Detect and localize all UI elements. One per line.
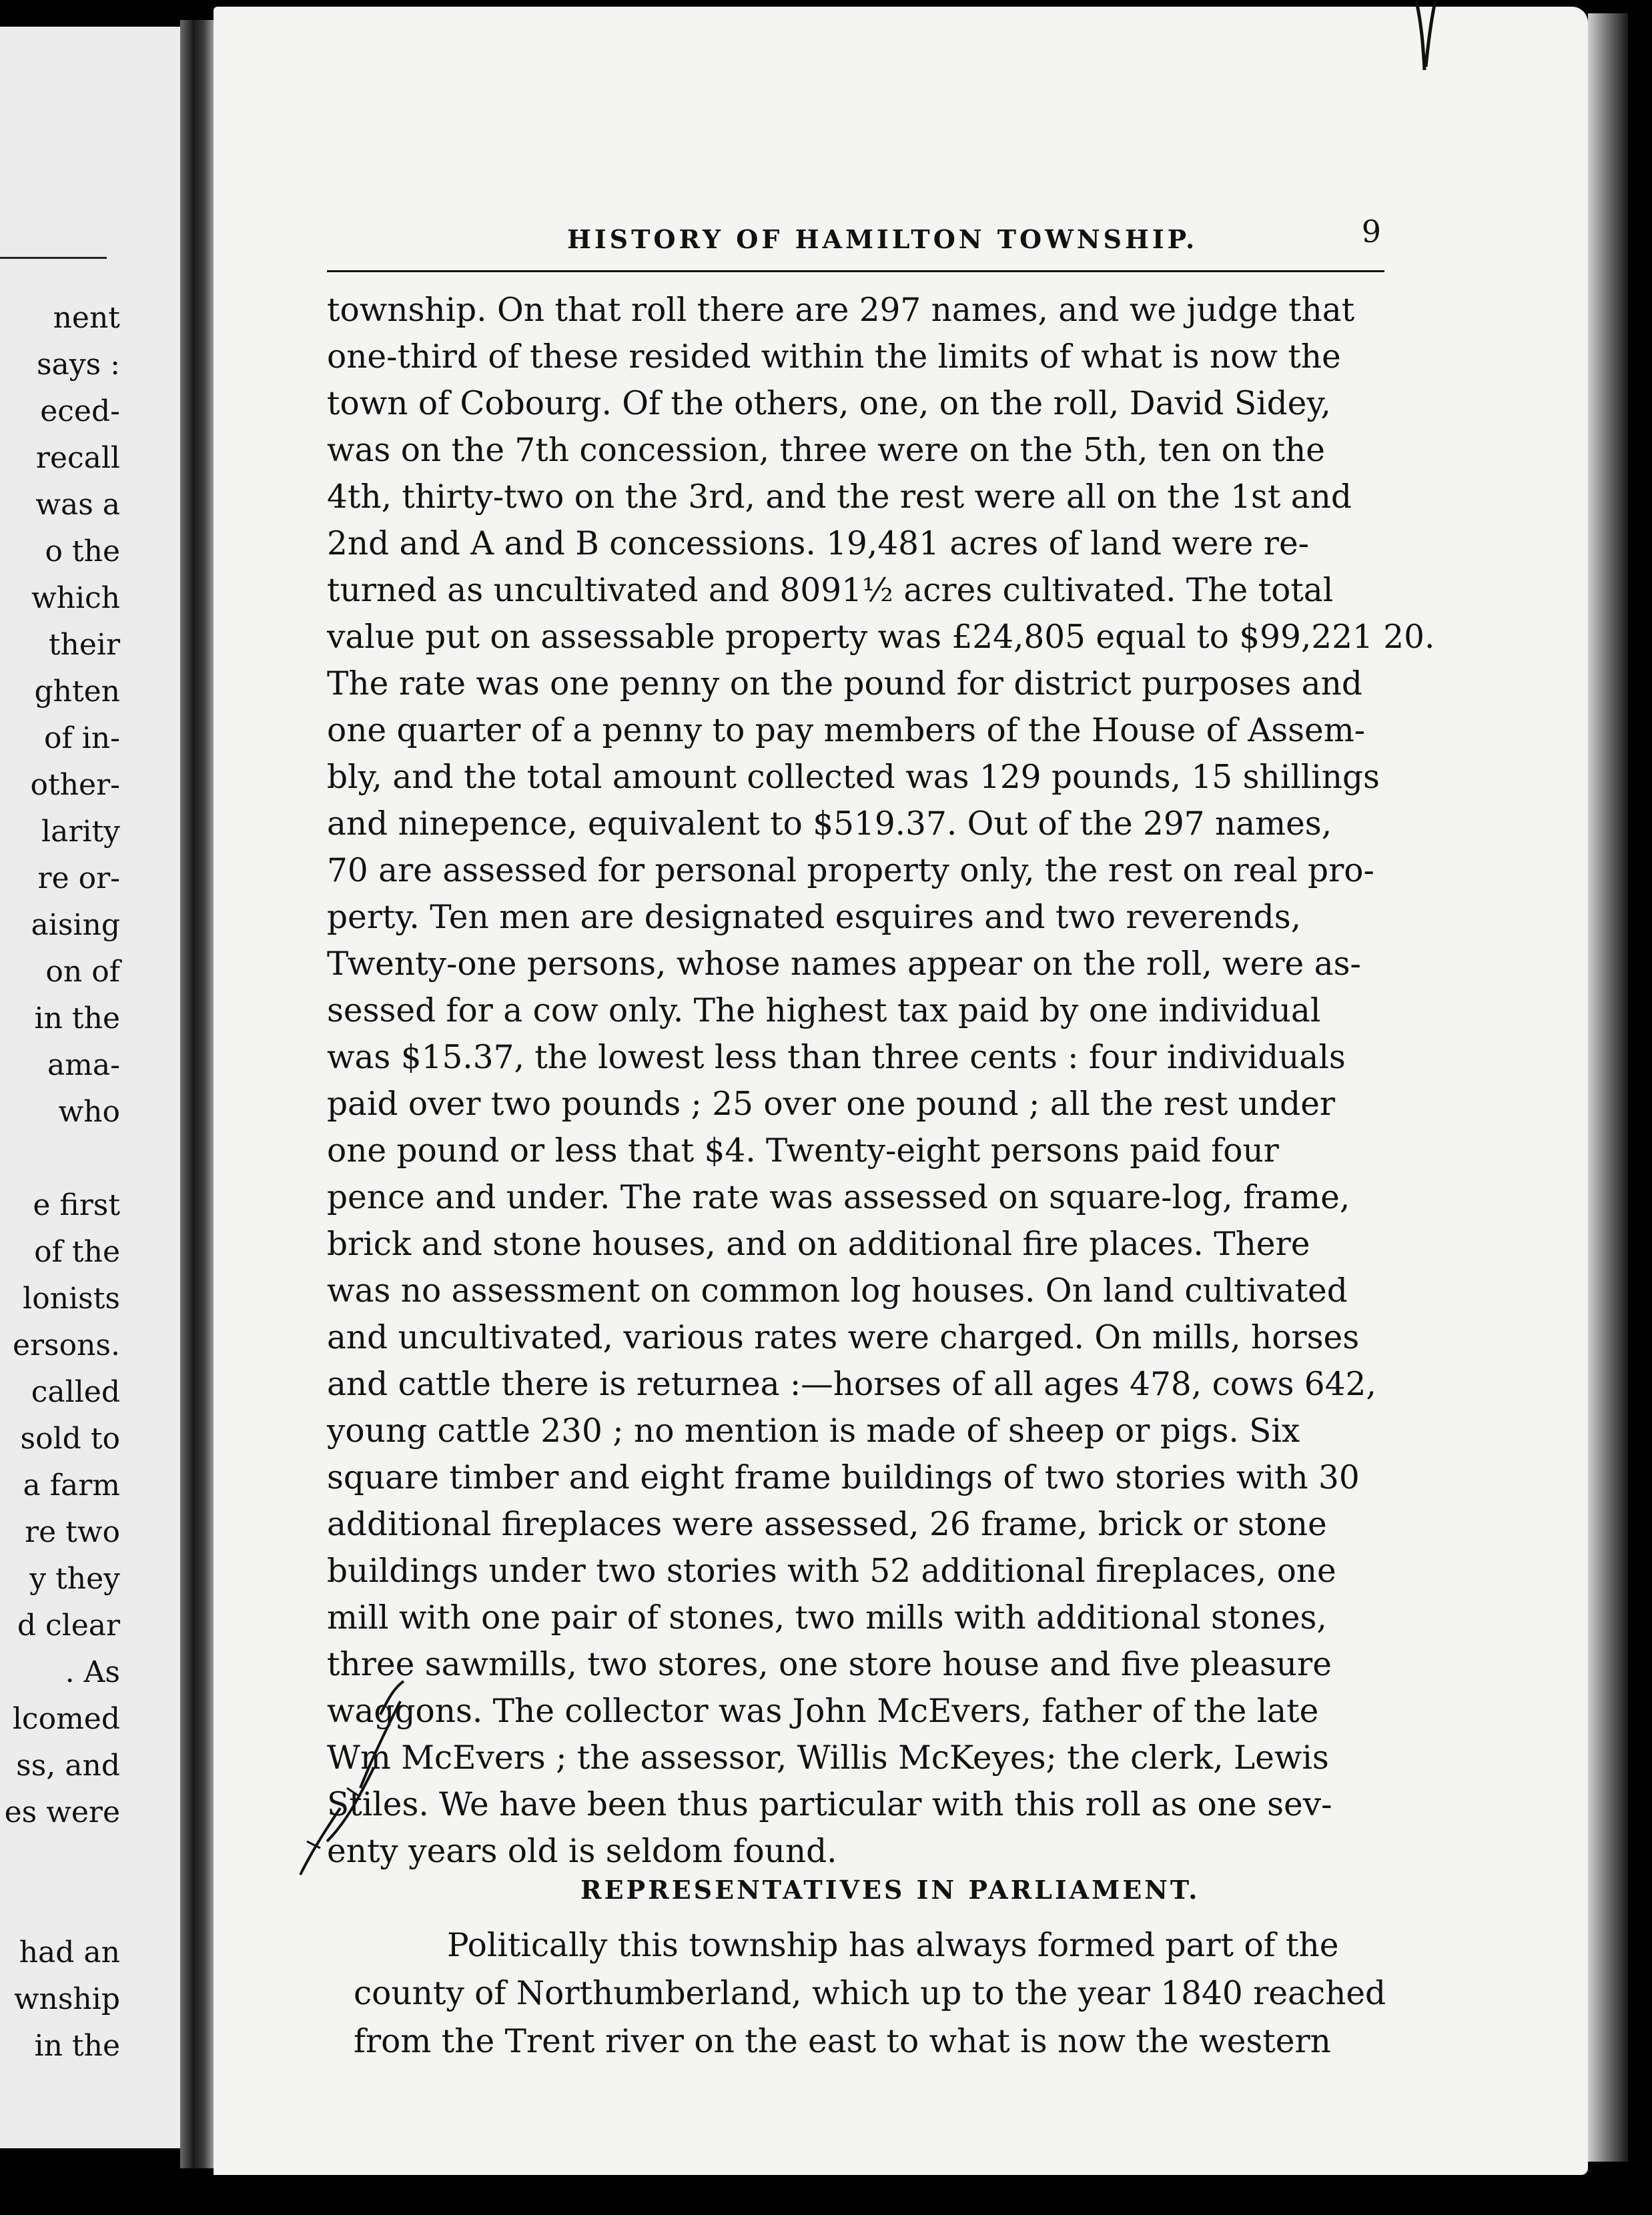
facing-page-line: es were [4, 1795, 120, 1829]
facing-page-line: nent [53, 301, 120, 335]
text-line: bly, and the total amount collected was 129 pounds, 15 shillings [327, 759, 1380, 796]
text-line: The rate was one penny on the pound for district purposes and [327, 665, 1362, 703]
book-gutter [180, 20, 214, 2168]
text-line: waggons. The collector was John McEvers, father of the late [327, 1693, 1319, 1730]
facing-page-line: lonists [23, 1282, 120, 1316]
text-line: was $15.37, the lowest less than three cents : four individuals [327, 1039, 1346, 1076]
text-line: value put on assessable property was £24,805 equal to $99,221 20. [327, 618, 1435, 656]
facing-page-line: wnship [13, 1982, 120, 2016]
facing-page-line: larity [41, 815, 120, 849]
facing-page-line: says : [36, 348, 120, 382]
facing-page-line: had an [19, 1935, 120, 1969]
page-number: 9 [1361, 213, 1381, 250]
facing-page-line: in the [34, 1001, 120, 1035]
text-line: Twenty-one persons, whose names appear on the roll, were as- [327, 945, 1361, 983]
body-paragraph [327, 287, 1435, 1875]
facing-page-line: recall [35, 441, 120, 475]
page-edge-shadow [1588, 13, 1628, 2162]
text-line: mill with one pair of stones, two mills with additional stones, [327, 1599, 1327, 1637]
facing-page-line: a farm [23, 1468, 120, 1502]
facing-page-line: called [31, 1375, 120, 1409]
facing-page-line: who [58, 1095, 120, 1129]
text-line: one pound or less that $4. Twenty-eight persons paid four [327, 1132, 1279, 1170]
text-line: paid over two pounds ; 25 over one pound ; all the rest under [327, 1085, 1336, 1123]
facing-page-line: eced- [40, 394, 120, 428]
text-line: square timber and eight frame buildings of two stories with 30 [327, 1459, 1360, 1496]
facing-page-rule [0, 257, 107, 259]
facing-page-line: ss, and [16, 1749, 120, 1783]
text-line: enty years old is seldom found. [327, 1833, 837, 1870]
text-line: county of Northumberland, which up to the year 1840 reached [354, 1975, 1386, 2012]
text-line: and ninepence, equivalent to $519.37. Out of the 297 names, [327, 805, 1332, 843]
text-line: Stiles. We have been thus particular with this roll as one sev- [327, 1786, 1332, 1823]
facing-page-line: re two [25, 1515, 120, 1549]
handwritten-margin-note [287, 1675, 420, 1888]
text-line: young cattle 230 ; no mention is made of sheep or pigs. Six [327, 1412, 1300, 1450]
text-line: additional fireplaces were assessed, 26 frame, brick or stone [327, 1506, 1327, 1543]
facing-page-line: in the [34, 2029, 120, 2063]
facing-page-line: o the [45, 534, 120, 568]
facing-page-line: other- [30, 768, 120, 802]
text-line: one-third of these resided within the limits of what is now the [327, 338, 1341, 376]
facing-page-line: their [48, 628, 120, 662]
facing-page-line: e first [33, 1188, 120, 1222]
facing-page-line: lcomed [12, 1702, 120, 1736]
text-line: turned as uncultivated and 8091½ acres cultivated. The total [327, 572, 1334, 609]
facing-page-line: of the [34, 1235, 120, 1269]
section-heading: REPRESENTATIVES IN PARLIAMENT. [580, 1875, 1200, 1905]
text-line: was on the 7th concession, three were on the 5th, ten on the [327, 432, 1325, 469]
text-line: brick and stone houses, and on additional fire places. There [327, 1226, 1310, 1263]
running-title: HISTORY OF HAMILTON TOWNSHIP. [567, 224, 1198, 254]
text-line: and uncultivated, various rates were charged. On mills, horses [327, 1319, 1360, 1356]
facing-page-line: y they [29, 1562, 120, 1596]
text-line: 2nd and A and B concessions. 19,481 acres of land were re- [327, 525, 1310, 562]
facing-page-line: . As [65, 1655, 120, 1689]
facing-page-line: which [31, 581, 120, 615]
facing-page-line: on of [45, 955, 120, 989]
header-rule [327, 270, 1384, 272]
text-line: township. On that roll there are 297 names, and we judge that [327, 292, 1355, 329]
facing-page-line: ersons. [12, 1328, 120, 1362]
facing-page-line: re or- [37, 861, 120, 895]
facing-page-line: d clear [17, 1609, 120, 1643]
facing-page-line: of in- [43, 721, 120, 755]
text-line: town of Cobourg. Of the others, one, on the roll, David Sidey, [327, 385, 1331, 422]
text-line: Politically this township has always formed part of the [447, 1927, 1339, 1964]
text-line: Wm McEvers ; the assessor, Willis McKeyes; the clerk, Lewis [327, 1739, 1329, 1777]
running-header [327, 213, 1381, 260]
facing-page-line: sold to [20, 1422, 120, 1456]
text-line: 70 are assessed for personal property only, the rest on real pro- [327, 852, 1374, 889]
text-line: 4th, thirty-two on the 3rd, and the rest were all on the 1st and [327, 478, 1352, 516]
text-line: perty. Ten men are designated esquires and two reverends, [327, 899, 1301, 936]
pencil-check-mark [1411, 0, 1438, 73]
text-line: and cattle there is returnea :—horses of all ages 478, cows 642, [327, 1366, 1376, 1403]
facing-page-line: amа- [47, 1048, 120, 1082]
text-line: sessed for a cow only. The highest tax paid by one individual [327, 992, 1321, 1029]
facing-page-fragment [0, 27, 180, 2148]
facing-page-line: was a [35, 488, 120, 522]
text-line: was no assessment on common log houses. On land cultivated [327, 1272, 1348, 1310]
text-line: one quarter of a penny to pay members of the House of Assem- [327, 712, 1366, 749]
facing-page-line: aising [31, 908, 120, 942]
text-line: from the Trent river on the east to what is now the western [354, 2023, 1331, 2060]
text-line: three sawmills, two stores, one store house and five pleasure [327, 1646, 1332, 1683]
section-paragraph [354, 1921, 1441, 2066]
facing-page-line: ghten [34, 675, 120, 709]
text-line: buildings under two stories with 52 additional fireplaces, one [327, 1553, 1336, 1590]
text-line: pence and under. The rate was assessed on square-log, frame, [327, 1179, 1350, 1216]
